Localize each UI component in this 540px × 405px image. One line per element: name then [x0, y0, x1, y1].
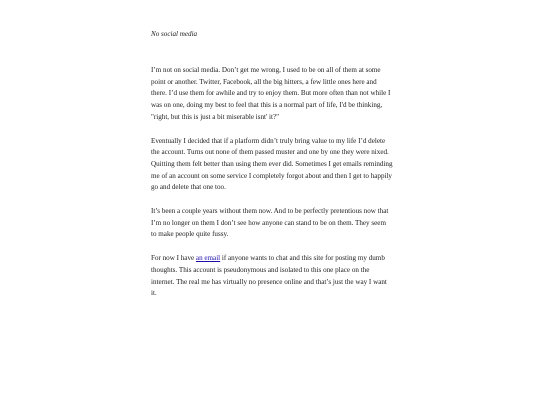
article — [151, 29, 393, 312]
paragraph-1: I’m not on social media. Don’t get me wrong, I used to be on all of them at some point or another. Twitter, Facebook, all the big hitters, a few little ones here and there. I’d use them for awhile and try to enjoy them. But more often than not while I was on one, doing my best to feel that this is a normal part of life, I'd be thinking, "right, but this is just a bit miserable isnt' it?" — [151, 66, 391, 121]
email-link[interactable]: an email — [195, 254, 221, 263]
page-title: No social media — [151, 30, 198, 38]
article-body — [151, 65, 393, 300]
paragraph-2: Eventually I decided that if a platform didn’t truly bring value to my life I’d delete the account. Turns out none of them passed muster and one by one they were nixed. Quitting them felt better than using them ever did. Sometimes I get emails reminding me of an account on some service I completely forgot about and then I get to happily go and delete that one too. — [151, 136, 393, 192]
paragraph-4-rest: if anyone wants to chat and this site for posting my dumb thoughts. This account is pseudonymous and isolated to this one place on the internet. The real me has virtually no presence online and that’s just the way I want it. — [151, 254, 387, 298]
paragraph-3: It’s been a couple years without them now. And to be perfectly pretentious now that I’m no longer on them I don’t see how anyone can stand to be on them. They seem to make people quite fussy. — [151, 207, 389, 239]
paragraph-4 — [151, 253, 393, 300]
paragraph-4-intro: For now I have — [151, 254, 196, 263]
